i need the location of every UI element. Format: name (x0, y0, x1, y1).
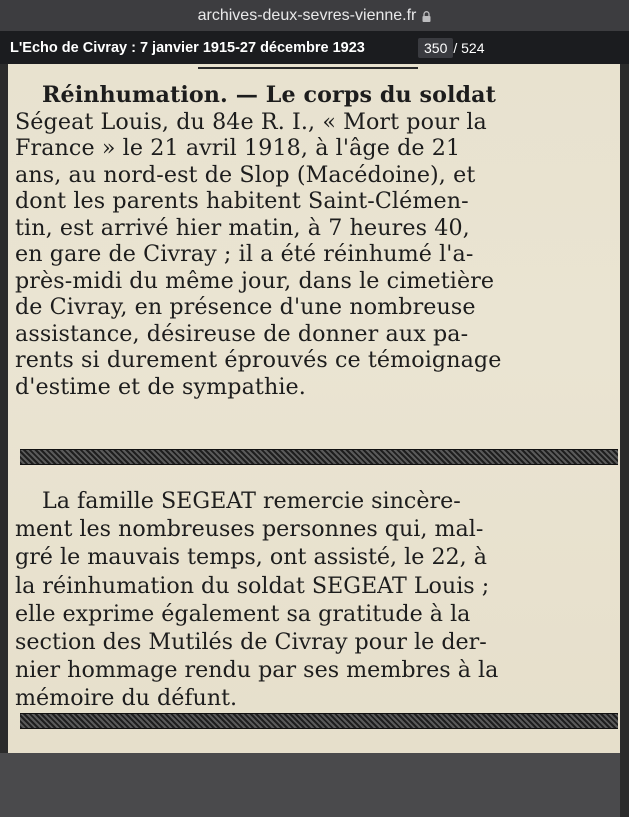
section-divider (20, 713, 618, 729)
article-line: la réinhumation du soldat SEGEAT Louis ; (15, 572, 490, 599)
article-line: Réinhumation. — Le corps du soldat (42, 82, 496, 108)
article-line: mémoire du défunt. (15, 685, 238, 712)
article-line: ans, au nord-est de Slop (Macédoine), et (15, 161, 476, 188)
article-remerciements (15, 487, 620, 713)
address-bar[interactable] (0, 0, 629, 31)
article-line: gré le mauvais temps, ont assisté, le 22, à (15, 544, 488, 571)
document-viewer[interactable] (0, 64, 629, 753)
article-line: France » le 21 avril 1918, à l'âge de 21 (15, 135, 461, 161)
viewer-edge (620, 128, 629, 817)
lock-icon (422, 11, 431, 22)
document-title: L'Echo de Civray : 7 janvier 1915-27 décembre 1923 (10, 39, 365, 56)
article-line: en gare de Civray ; il a été réinhumé l'a- (15, 241, 474, 267)
article-line: nier hommage rendu par ses membres à la (15, 657, 499, 684)
article-line: ment les nombreuses personnes qui, mal- (15, 516, 484, 543)
total-pages: / 524 (453, 40, 485, 56)
article-line: près-midi du même jour, dans le cimetière (15, 267, 495, 294)
article-line: Ségeat Louis, du 84e R. I., « Mort pour la (15, 108, 487, 135)
article-line: dont les parents habitent Saint-Clémen- (15, 188, 469, 214)
page-navigator (418, 36, 485, 60)
newspaper-page (8, 64, 620, 753)
article-line: tin, est arrivé hier matin, à 7 heures 40, (15, 214, 470, 241)
section-divider (20, 449, 618, 465)
article-line: d'estime et de sympathie. (15, 373, 306, 400)
url-text[interactable]: archives-deux-sevres-vienne.fr (197, 6, 417, 24)
article-line: La famille SEGEAT remercie sincère- (42, 488, 461, 514)
viewer-header (0, 31, 629, 64)
current-page-input[interactable]: 350 (418, 38, 453, 58)
article-line: section des Mutilés de Civray pour le der- (15, 628, 487, 655)
article-line: rents si durement éprouvés ce témoignage (15, 347, 502, 373)
article-line: elle exprime également sa gratitude à la (15, 600, 471, 627)
article-reinhumation (15, 82, 620, 400)
article-line: assistance, désireuse de donner aux pa- (15, 320, 469, 347)
top-divider (198, 67, 418, 69)
article-line: de Civray, en présence d'une nombreuse (15, 294, 476, 320)
